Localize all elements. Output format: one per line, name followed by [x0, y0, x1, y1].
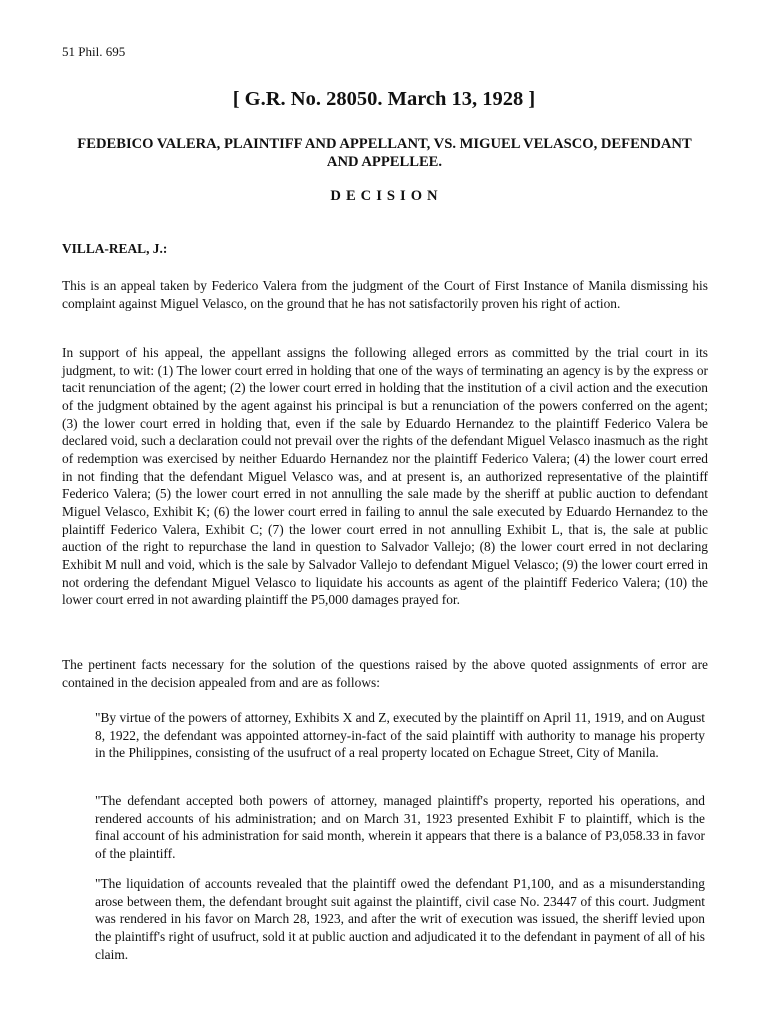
quoted-paragraph: "The defendant accepted both powers of attorney, managed plaintiff's property, reported his operations, and rendered accounts of his administration; and on March 31, 1923 presented Exhibit F to plaintiff, which is the final account of his administration for said month, wherein it appears that there is a balance of P3,058.33 in favor of the plaintiff.: [95, 793, 705, 861]
quoted-paragraph: "By virtue of the powers of attorney, Exhibits X and Z, executed by the plaintiff on April 11, 1919, and on August 8, 1922, the defendant was appointed attorney-in-fact of the said plaintiff with authority to manage his property in the Philippines, consisting of the usufruct of a real property located on Echague Street, City of Manila.: [95, 710, 705, 761]
case-number-title: [ G.R. No. 28050. March 13, 1928 ]: [232, 88, 536, 110]
paragraph: In support of his appeal, the appellant assigns the following alleged errors as committed by the trial court in its judgment, to wit: (1) The lower court erred in holding that one of the ways of terminating an agency is by the express or tacit renunciation of the agent; (2) the lower court erred in holding that the institution of a civil action and the execution of the judgment obtained by the agent against his principal is but a renunciation of the powers conferred on the agent; (3) the lower court erred in holding that, even if the sale by Eduardo Hernandez to the plaintiff Federico Valera be declared void, such a declaration could not prevail over the rights of the defendant Miguel Velasco inasmuch as the right of redemption was exercised by neither Eduardo Hernandez nor the plaintiff Federico Valera; (4) the lower court erred in not finding that the defendant Miguel Velasco was, and at present is, an authorized representative of the plaintiff Federico Valera; (5) the lower court erred in not annulling the sale made by the sheriff at public auction to defendant Miguel Velasco, Exhibit K; (6) the lower court erred in failing to annul the sale executed by Eduardo Hernandez to the plaintiff Federico Valera, Exhibit C; (7) the lower court erred in not annulling Exhibit L, that is, the sale at public auction of the right to repurchase the land in question to Salvador Vallejo; (8) the lower court erred in not declaring Exhibit M null and void, which is the sale by Salvador Vallejo to defendant Miguel Velasco; (9) the lower court erred in not ordering the defendant Miguel Velasco to liquidate his accounts as agent of the plaintiff Federico Valera; (10) the lower court erred in not awarding plaintiff the P5,000 damages prayed for.: [62, 345, 708, 608]
paragraph: The pertinent facts necessary for the solution of the questions raised by the above quoted assignments of error are contained in the decision appealed from and are as follows:: [62, 657, 708, 690]
decision-heading: DECISION: [330, 188, 443, 204]
ponente: VILLA-REAL, J.:: [62, 241, 168, 256]
case-parties: FEDEBICO VALERA, PLAINTIFF AND APPELLANT, VS. MIGUEL VELASCO, DEFENDANT AND APPELLEE.: [77, 136, 692, 170]
paragraph: This is an appeal taken by Federico Valera from the judgment of the Court of First Instance of Manila dismissing his complaint against Miguel Velasco, on the ground that he has not satisfactorily proven his right of action.: [62, 278, 708, 311]
citation: 51 Phil. 695: [62, 44, 126, 59]
quoted-paragraph: "The liquidation of accounts revealed that the plaintiff owed the defendant P1,100, and as a misunderstanding arose between them, the defendant brought suit against the plaintiff, civil case No. 23447 of this court. Judgment was rendered in his favor on March 28, 1923, and after the writ of execution was issued, the sheriff levied upon the plaintiff's right of usufruct, sold it at public auction and adjudicated it to the defendant in payment of all of his claim.: [95, 876, 705, 962]
